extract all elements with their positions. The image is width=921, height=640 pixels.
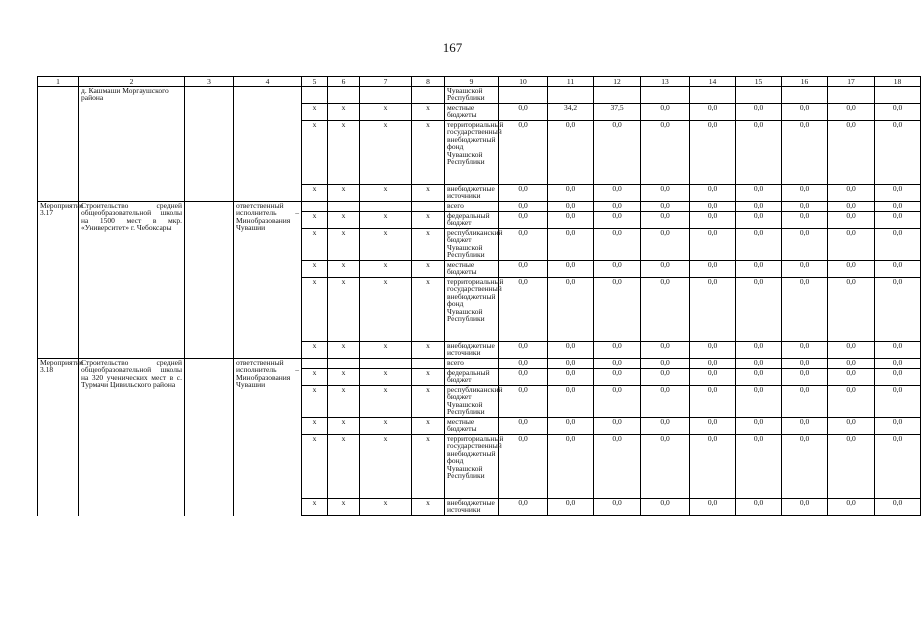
x-marker-cell: x — [328, 278, 360, 342]
empty-cell — [360, 87, 412, 104]
x-marker-cell: x — [412, 342, 445, 359]
amount-cell: 0,0 — [875, 261, 921, 278]
x-marker-cell: x — [302, 386, 328, 418]
funding-source-cell: внебюджетные источники — [445, 185, 499, 202]
funding-source-cell: местные бюджеты — [445, 418, 499, 435]
x-marker-cell: x — [328, 435, 360, 499]
amount-cell: 0,0 — [782, 342, 828, 359]
header-cell: 17 — [828, 77, 875, 87]
amount-cell: 0,0 — [641, 278, 690, 342]
amount-cell: 0,0 — [828, 104, 875, 121]
amount-cell: 0,0 — [641, 435, 690, 499]
x-marker-cell: x — [412, 435, 445, 499]
funding-source-cell: внебюджетные источники — [445, 499, 499, 516]
amount-cell: 0,0 — [875, 229, 921, 261]
amount-cell: 0,0 — [690, 369, 736, 386]
amount-cell: 0,0 — [641, 202, 690, 212]
amount-cell: 0,0 — [736, 342, 782, 359]
table-row — [38, 359, 921, 369]
x-marker-cell: x — [412, 369, 445, 386]
amount-cell: 0,0 — [828, 202, 875, 212]
empty-cell — [360, 359, 412, 369]
x-marker-cell: x — [328, 121, 360, 185]
header-cell: 7 — [360, 77, 412, 87]
header-cell: 4 — [234, 77, 302, 87]
x-marker-cell: x — [302, 435, 328, 499]
amount-cell: 0,0 — [736, 202, 782, 212]
amount-cell: 0,0 — [548, 278, 594, 342]
amount-cell: 0,0 — [690, 278, 736, 342]
header-cell: 3 — [185, 77, 234, 87]
amount-cell: 0,0 — [782, 212, 828, 229]
amount-cell: 0,0 — [499, 278, 548, 342]
empty-cell — [185, 87, 234, 202]
amount-cell: 0,0 — [499, 499, 548, 516]
empty-cell — [360, 202, 412, 212]
amount-cell: 0,0 — [782, 229, 828, 261]
amount-cell: 0,0 — [782, 202, 828, 212]
amount-cell: 0,0 — [690, 121, 736, 185]
amount-cell: 0,0 — [548, 499, 594, 516]
amount-cell: 0,0 — [548, 261, 594, 278]
amount-cell: 0,0 — [548, 435, 594, 499]
amount-cell: 0,0 — [690, 418, 736, 435]
funding-source-cell: внебюджетные источники — [445, 342, 499, 359]
x-marker-cell: x — [412, 499, 445, 516]
empty-cell — [328, 202, 360, 212]
amount-cell: 0,0 — [690, 185, 736, 202]
funding-source-cell: всего — [445, 202, 499, 212]
amount-cell: 0,0 — [875, 499, 921, 516]
amount-cell: 0,0 — [548, 418, 594, 435]
x-marker-cell: x — [412, 185, 445, 202]
amount-cell: 0,0 — [828, 369, 875, 386]
amount-cell: 0,0 — [690, 261, 736, 278]
amount-cell: 0,0 — [828, 278, 875, 342]
header-cell: 15 — [736, 77, 782, 87]
funding-source-cell: республиканский бюджет Чувашской Республики — [445, 229, 499, 261]
amount-cell: 0,0 — [499, 185, 548, 202]
amount-cell: 0,0 — [499, 121, 548, 185]
amount-cell: 0,0 — [736, 278, 782, 342]
x-marker-cell: x — [302, 121, 328, 185]
amount-cell: 34,2 — [548, 104, 594, 121]
event-code-cell: Мероприятие 3.17 — [38, 202, 79, 359]
x-marker-cell: x — [302, 278, 328, 342]
empty-cell — [875, 87, 921, 104]
amount-cell: 0,0 — [499, 386, 548, 418]
amount-cell: 0,0 — [641, 212, 690, 229]
amount-cell: 0,0 — [782, 418, 828, 435]
empty-cell — [328, 359, 360, 369]
empty-cell — [690, 87, 736, 104]
amount-cell: 0,0 — [641, 261, 690, 278]
x-marker-cell: x — [328, 229, 360, 261]
amount-cell: 0,0 — [690, 229, 736, 261]
funding-source-cell: территориальный государственный внебюджетный фонд Чувашской Республики — [445, 278, 499, 342]
amount-cell: 0,0 — [875, 342, 921, 359]
amount-cell: 0,0 — [641, 121, 690, 185]
x-marker-cell: x — [328, 499, 360, 516]
x-marker-cell: x — [328, 386, 360, 418]
amount-cell: 0,0 — [548, 386, 594, 418]
empty-cell — [185, 359, 234, 516]
amount-cell: 0,0 — [594, 212, 641, 229]
amount-cell: 0,0 — [690, 435, 736, 499]
amount-cell: 0,0 — [875, 359, 921, 369]
amount-cell: 0,0 — [641, 386, 690, 418]
x-marker-cell: x — [360, 104, 412, 121]
funding-source-cell: федеральный бюджет — [445, 212, 499, 229]
amount-cell: 0,0 — [736, 185, 782, 202]
x-marker-cell: x — [302, 212, 328, 229]
amount-cell: 0,0 — [690, 499, 736, 516]
amount-cell: 0,0 — [594, 386, 641, 418]
x-marker-cell: x — [302, 418, 328, 435]
amount-cell: 0,0 — [548, 369, 594, 386]
x-marker-cell: x — [302, 369, 328, 386]
funding-source-cell: территориальный государственный внебюджетный фонд Чувашской Республики — [445, 121, 499, 185]
amount-cell: 0,0 — [828, 121, 875, 185]
amount-cell: 0,0 — [548, 121, 594, 185]
table-row — [38, 202, 921, 212]
empty-cell — [736, 87, 782, 104]
x-marker-cell: x — [360, 229, 412, 261]
empty-cell — [328, 87, 360, 104]
header-cell: 1 — [38, 77, 79, 87]
x-marker-cell: x — [412, 104, 445, 121]
table-row — [38, 87, 921, 104]
amount-cell: 0,0 — [548, 202, 594, 212]
amount-cell: 0,0 — [875, 121, 921, 185]
amount-cell: 0,0 — [782, 185, 828, 202]
amount-cell: 0,0 — [499, 418, 548, 435]
event-code-cell — [38, 87, 79, 202]
amount-cell: 0,0 — [641, 359, 690, 369]
amount-cell: 0,0 — [736, 104, 782, 121]
empty-cell — [412, 359, 445, 369]
x-marker-cell: x — [412, 386, 445, 418]
x-marker-cell: x — [360, 499, 412, 516]
empty-cell — [412, 202, 445, 212]
amount-cell: 0,0 — [828, 359, 875, 369]
x-marker-cell: x — [412, 418, 445, 435]
x-marker-cell: x — [360, 369, 412, 386]
x-marker-cell: x — [328, 342, 360, 359]
x-marker-cell: x — [412, 229, 445, 261]
header-cell: 6 — [328, 77, 360, 87]
amount-cell: 0,0 — [828, 185, 875, 202]
amount-cell: 0,0 — [736, 386, 782, 418]
amount-cell: 0,0 — [828, 418, 875, 435]
empty-cell — [302, 87, 328, 104]
amount-cell: 0,0 — [499, 359, 548, 369]
header-cell: 18 — [875, 77, 921, 87]
header-cell: 5 — [302, 77, 328, 87]
amount-cell: 0,0 — [499, 342, 548, 359]
amount-cell: 0,0 — [736, 229, 782, 261]
header-cell: 9 — [445, 77, 499, 87]
x-marker-cell: x — [302, 185, 328, 202]
amount-cell: 0,0 — [594, 202, 641, 212]
amount-cell: 0,0 — [828, 212, 875, 229]
executor-cell — [234, 87, 302, 202]
executor-cell: ответственный исполнитель – Минобразования Чувашии — [234, 202, 302, 359]
x-marker-cell: x — [360, 278, 412, 342]
amount-cell: 0,0 — [875, 386, 921, 418]
empty-cell — [302, 202, 328, 212]
amount-cell: 0,0 — [548, 342, 594, 359]
empty-cell — [782, 87, 828, 104]
amount-cell: 0,0 — [499, 261, 548, 278]
x-marker-cell: x — [360, 261, 412, 278]
page-number: 167 — [442, 40, 463, 55]
x-marker-cell: x — [360, 386, 412, 418]
amount-cell: 0,0 — [782, 386, 828, 418]
amount-cell: 0,0 — [782, 359, 828, 369]
executor-cell: ответственный исполнитель – Минобразования Чувашии — [234, 359, 302, 516]
x-marker-cell: x — [328, 261, 360, 278]
x-marker-cell: x — [302, 229, 328, 261]
amount-cell: 0,0 — [594, 369, 641, 386]
empty-cell — [302, 359, 328, 369]
amount-cell: 0,0 — [641, 229, 690, 261]
x-marker-cell: x — [302, 499, 328, 516]
amount-cell: 0,0 — [736, 418, 782, 435]
x-marker-cell: x — [328, 185, 360, 202]
amount-cell: 0,0 — [828, 342, 875, 359]
amount-cell: 0,0 — [782, 104, 828, 121]
table-body — [38, 77, 921, 516]
amount-cell: 0,0 — [782, 435, 828, 499]
header-cell: 11 — [548, 77, 594, 87]
x-marker-cell: x — [328, 104, 360, 121]
column-number-header — [38, 77, 921, 87]
x-marker-cell: x — [360, 121, 412, 185]
header-cell: 14 — [690, 77, 736, 87]
amount-cell: 0,0 — [499, 104, 548, 121]
amount-cell: 0,0 — [641, 369, 690, 386]
amount-cell: 0,0 — [499, 435, 548, 499]
amount-cell: 0,0 — [594, 261, 641, 278]
amount-cell: 0,0 — [690, 342, 736, 359]
amount-cell: 0,0 — [594, 229, 641, 261]
amount-cell: 0,0 — [641, 418, 690, 435]
amount-cell: 0,0 — [594, 121, 641, 185]
amount-cell: 0,0 — [594, 278, 641, 342]
amount-cell: 0,0 — [736, 359, 782, 369]
amount-cell: 0,0 — [875, 202, 921, 212]
funding-table — [37, 76, 921, 516]
event-name-cell: Строительство средней общеобразовательной школы на 1500 мест в мкр. «Университет» г. Чебоксары — [79, 202, 185, 359]
amount-cell: 0,0 — [594, 185, 641, 202]
empty-cell — [499, 87, 548, 104]
amount-cell: 0,0 — [875, 435, 921, 499]
x-marker-cell: x — [360, 418, 412, 435]
amount-cell: 0,0 — [690, 386, 736, 418]
empty-cell — [641, 87, 690, 104]
amount-cell: 0,0 — [875, 369, 921, 386]
amount-cell: 0,0 — [782, 121, 828, 185]
funding-source-cell: республиканский бюджет Чувашской Республики — [445, 386, 499, 418]
header-cell: 12 — [594, 77, 641, 87]
x-marker-cell: x — [302, 342, 328, 359]
funding-source-cell: Чувашской Республики — [445, 87, 499, 104]
amount-cell: 0,0 — [548, 229, 594, 261]
amount-cell: 0,0 — [641, 104, 690, 121]
amount-cell: 0,0 — [782, 369, 828, 386]
x-marker-cell: x — [360, 435, 412, 499]
x-marker-cell: x — [302, 104, 328, 121]
amount-cell: 0,0 — [736, 261, 782, 278]
event-name-cell: Строительство средней общеобразовательной школы на 320 ученических мест в с. Турмачи Цивильского района — [79, 359, 185, 516]
x-marker-cell: x — [412, 278, 445, 342]
amount-cell: 0,0 — [828, 386, 875, 418]
funding-source-cell: всего — [445, 359, 499, 369]
amount-cell: 0,0 — [548, 212, 594, 229]
amount-cell: 0,0 — [690, 104, 736, 121]
amount-cell: 0,0 — [690, 212, 736, 229]
x-marker-cell: x — [302, 261, 328, 278]
amount-cell: 0,0 — [828, 499, 875, 516]
amount-cell: 0,0 — [875, 278, 921, 342]
amount-cell: 37,5 — [594, 104, 641, 121]
amount-cell: 0,0 — [641, 342, 690, 359]
header-cell: 8 — [412, 77, 445, 87]
amount-cell: 0,0 — [499, 202, 548, 212]
funding-source-cell: территориальный государственный внебюджетный фонд Чувашской Республики — [445, 435, 499, 499]
x-marker-cell: x — [328, 212, 360, 229]
amount-cell: 0,0 — [690, 202, 736, 212]
amount-cell: 0,0 — [548, 359, 594, 369]
header-cell: 10 — [499, 77, 548, 87]
header-cell: 2 — [79, 77, 185, 87]
funding-source-cell: местные бюджеты — [445, 261, 499, 278]
amount-cell: 0,0 — [594, 342, 641, 359]
x-marker-cell: x — [412, 261, 445, 278]
amount-cell: 0,0 — [736, 369, 782, 386]
amount-cell: 0,0 — [690, 359, 736, 369]
amount-cell: 0,0 — [875, 212, 921, 229]
amount-cell: 0,0 — [499, 369, 548, 386]
amount-cell: 0,0 — [782, 261, 828, 278]
amount-cell: 0,0 — [736, 435, 782, 499]
x-marker-cell: x — [360, 185, 412, 202]
amount-cell: 0,0 — [875, 185, 921, 202]
amount-cell: 0,0 — [736, 499, 782, 516]
amount-cell: 0,0 — [828, 435, 875, 499]
funding-source-cell: местные бюджеты — [445, 104, 499, 121]
amount-cell: 0,0 — [782, 278, 828, 342]
x-marker-cell: x — [412, 121, 445, 185]
x-marker-cell: x — [328, 369, 360, 386]
empty-cell — [412, 87, 445, 104]
amount-cell: 0,0 — [782, 499, 828, 516]
event-code-cell: Мероприятие 3.18 — [38, 359, 79, 516]
empty-cell — [548, 87, 594, 104]
amount-cell: 0,0 — [736, 121, 782, 185]
amount-cell: 0,0 — [736, 212, 782, 229]
amount-cell: 0,0 — [594, 359, 641, 369]
amount-cell: 0,0 — [499, 212, 548, 229]
x-marker-cell: x — [360, 342, 412, 359]
x-marker-cell: x — [412, 212, 445, 229]
x-marker-cell: x — [360, 212, 412, 229]
empty-cell — [185, 202, 234, 359]
funding-source-cell: федеральный бюджет — [445, 369, 499, 386]
amount-cell: 0,0 — [594, 435, 641, 499]
amount-cell: 0,0 — [499, 229, 548, 261]
header-cell: 16 — [782, 77, 828, 87]
amount-cell: 0,0 — [641, 499, 690, 516]
amount-cell: 0,0 — [828, 261, 875, 278]
amount-cell: 0,0 — [594, 499, 641, 516]
amount-cell: 0,0 — [594, 418, 641, 435]
empty-cell — [828, 87, 875, 104]
amount-cell: 0,0 — [828, 229, 875, 261]
amount-cell: 0,0 — [875, 418, 921, 435]
event-name-cell: д. Кашмаши Моргаушского района — [79, 87, 185, 202]
empty-cell — [594, 87, 641, 104]
amount-cell: 0,0 — [875, 104, 921, 121]
x-marker-cell: x — [328, 418, 360, 435]
header-cell: 13 — [641, 77, 690, 87]
amount-cell: 0,0 — [548, 185, 594, 202]
amount-cell: 0,0 — [641, 185, 690, 202]
